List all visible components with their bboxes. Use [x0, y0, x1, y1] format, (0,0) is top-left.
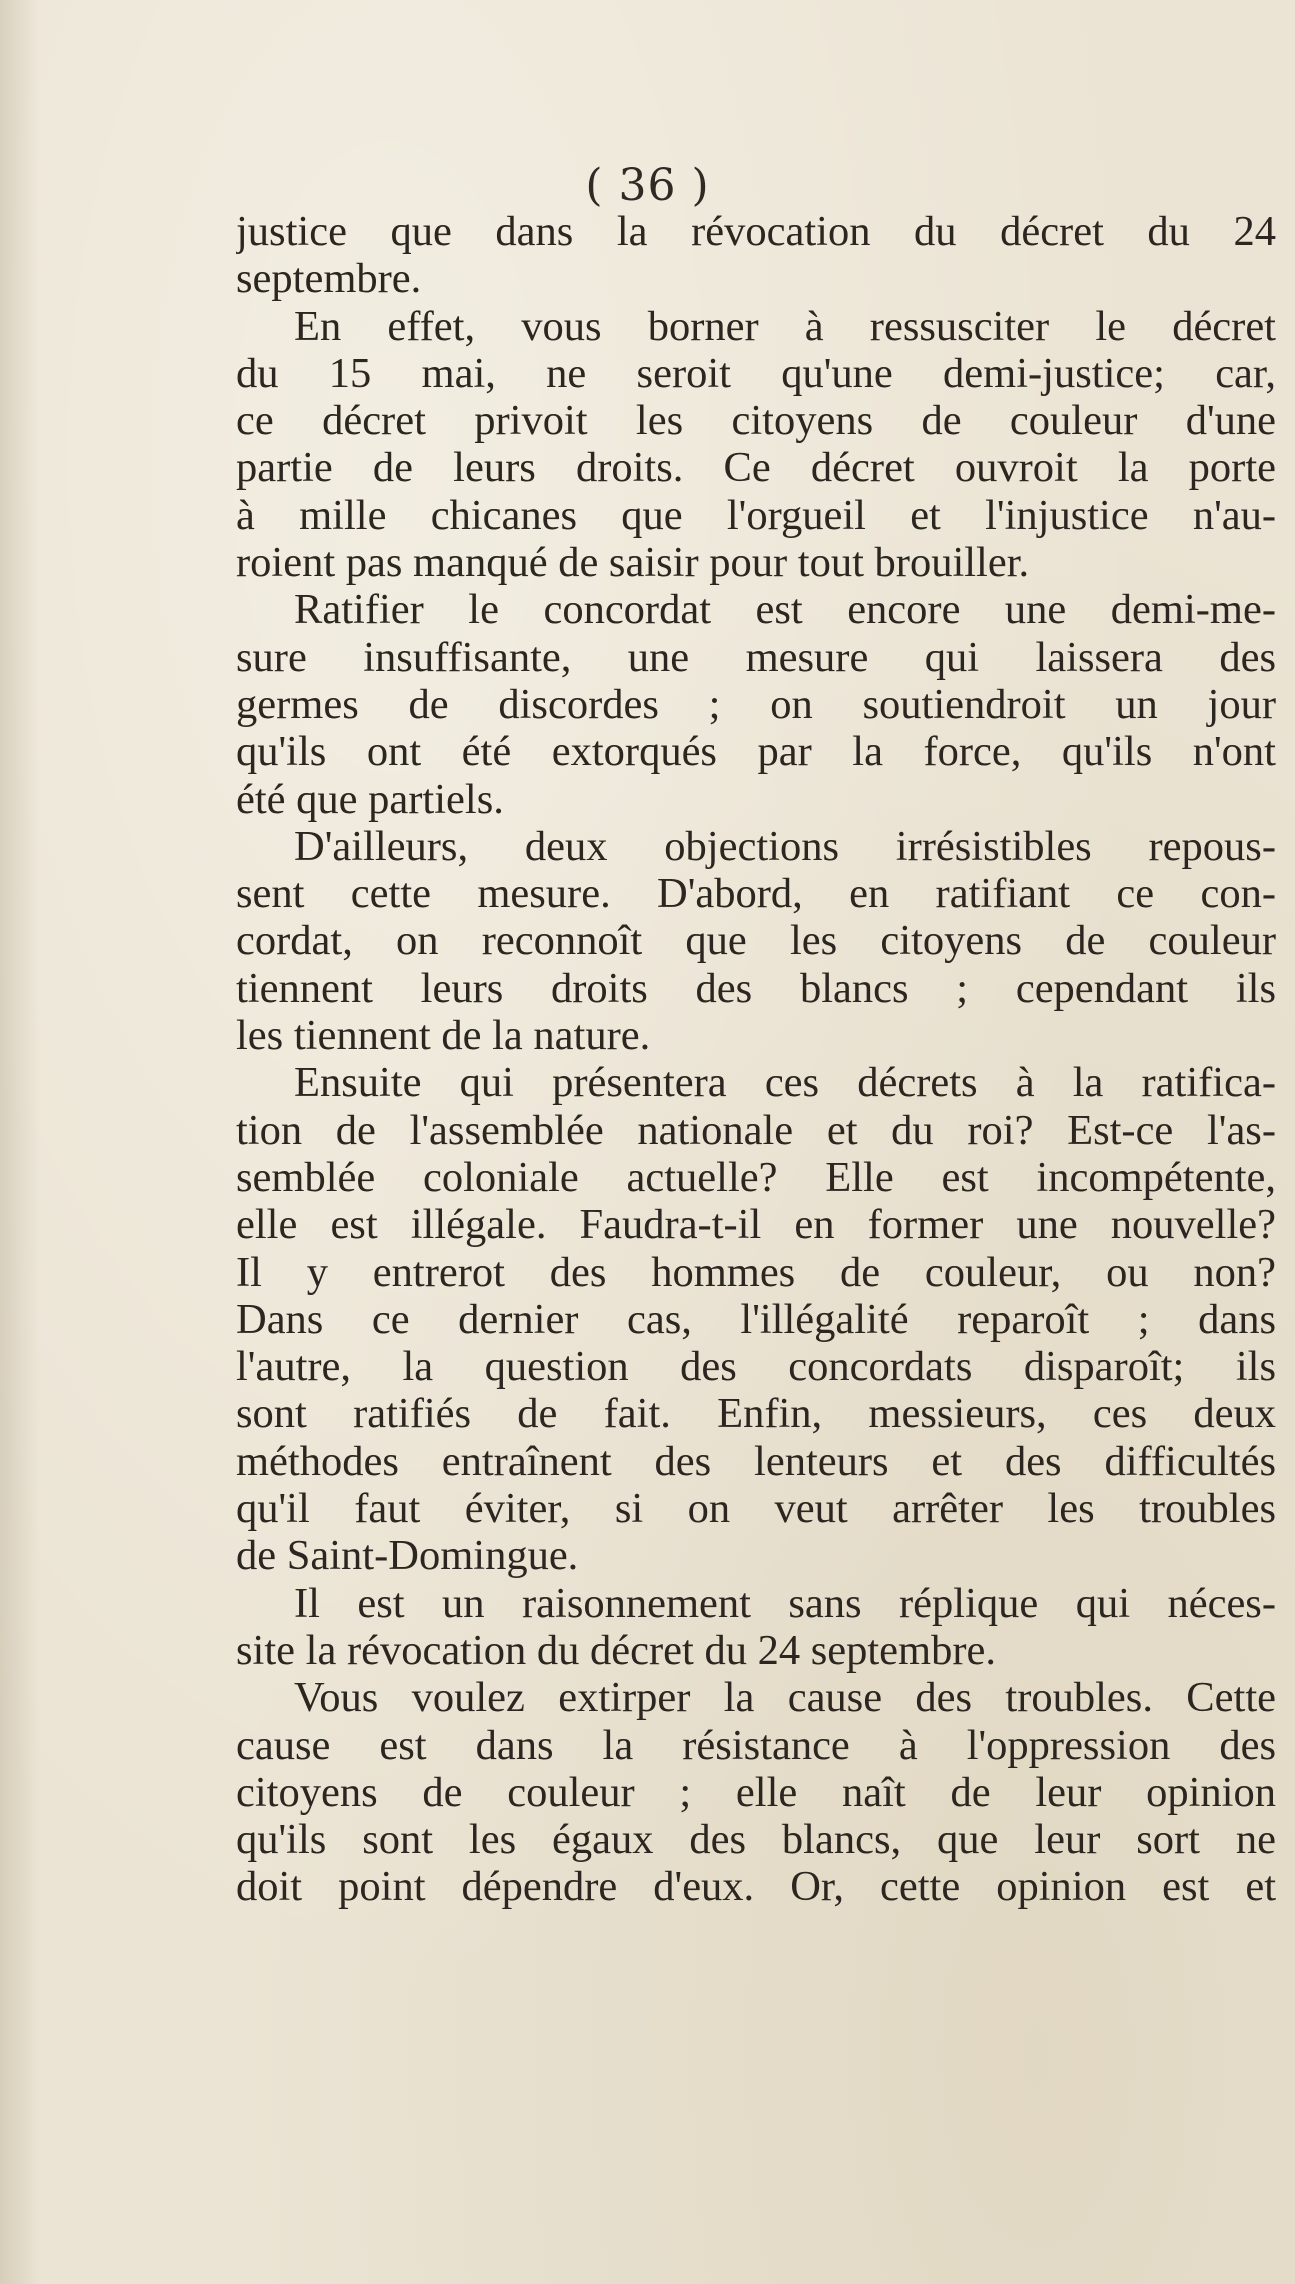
- text-line: septembre.: [236, 255, 422, 303]
- page-gutter-shadow: [0, 0, 40, 2284]
- text-line: les tiennent de la nature.: [236, 1012, 651, 1060]
- text-line: Ratifier le concordat est encore une demi-me-: [294, 586, 1276, 634]
- page-number: ( 36 ): [585, 160, 710, 211]
- text-line: citoyens de couleur ; elle naît de leur opinion: [236, 1768, 1276, 1816]
- text-line: doit point dépendre d'eux. Or, cette opinion est et: [236, 1863, 1276, 1911]
- text-line: germes de discordes ; on soutiendroit un jour: [236, 680, 1276, 728]
- text-line: roient pas manqué de saisir pour tout brouiller.: [236, 539, 1030, 587]
- text-line: qu'il faut éviter, si on veut arrêter les troubles: [236, 1485, 1276, 1533]
- text-line: à mille chicanes que l'orgueil et l'injustice n'au-: [236, 491, 1276, 539]
- text-line: ce décret privoit les citoyens de couleur d'une: [236, 397, 1276, 445]
- text-line: méthodes entraînent des lenteurs et des difficultés: [236, 1437, 1276, 1485]
- text-line: Dans ce dernier cas, l'illégalité reparoît ; dans: [236, 1295, 1276, 1343]
- text-line: tion de l'assemblée nationale et du roi? Est-ce l'as-: [236, 1106, 1276, 1154]
- text-line: sont ratifiés de fait. Enfin, messieurs, ces deux: [236, 1390, 1276, 1438]
- body-text: [236, 208, 1276, 1911]
- text-line: du 15 mai, ne seroit qu'une demi-justice; car,: [236, 349, 1276, 397]
- text-line: Vous voulez extirper la cause des troubles. Cette: [294, 1674, 1276, 1722]
- text-line: qu'ils ont été extorqués par la force, qu'ils n'ont: [236, 728, 1276, 776]
- text-line: cause est dans la résistance à l'oppression des: [236, 1721, 1276, 1769]
- text-line: En effet, vous borner à ressusciter le décret: [294, 302, 1276, 350]
- text-line: sent cette mesure. D'abord, en ratifiant ce con-: [236, 870, 1276, 918]
- text-line: justice que dans la révocation du décret du 24: [236, 208, 1276, 255]
- text-line: l'autre, la question des concordats disparoît; ils: [236, 1343, 1276, 1391]
- text-line: cordat, on reconnoît que les citoyens de couleur: [236, 917, 1276, 965]
- text-line: sure insuffisante, une mesure qui laissera des: [236, 633, 1276, 681]
- text-line: Ensuite qui présentera ces décrets à la ratifica-: [294, 1059, 1276, 1107]
- text-line: semblée coloniale actuelle? Elle est incompétente,: [236, 1153, 1276, 1201]
- text-line: qu'ils sont les égaux des blancs, que leur sort ne: [236, 1816, 1276, 1864]
- text-line: été que partiels.: [236, 775, 504, 823]
- text-line: de Saint-Domingue.: [236, 1532, 579, 1580]
- text-line: Il est un raisonnement sans réplique qui néces-: [294, 1579, 1276, 1627]
- text-line: D'ailleurs, deux objections irrésistibles repous-: [294, 822, 1276, 870]
- text-line: site la révocation du décret du 24 septembre.: [236, 1626, 996, 1674]
- text-line: Il y entrerot des hommes de couleur, ou non?: [236, 1248, 1276, 1296]
- text-line: tiennent leurs droits des blancs ; cependant ils: [236, 964, 1276, 1012]
- text-line: partie de leurs droits. Ce décret ouvroit la porte: [236, 444, 1276, 492]
- text-line: elle est illégale. Faudra-t-il en former une nouvelle?: [236, 1201, 1276, 1249]
